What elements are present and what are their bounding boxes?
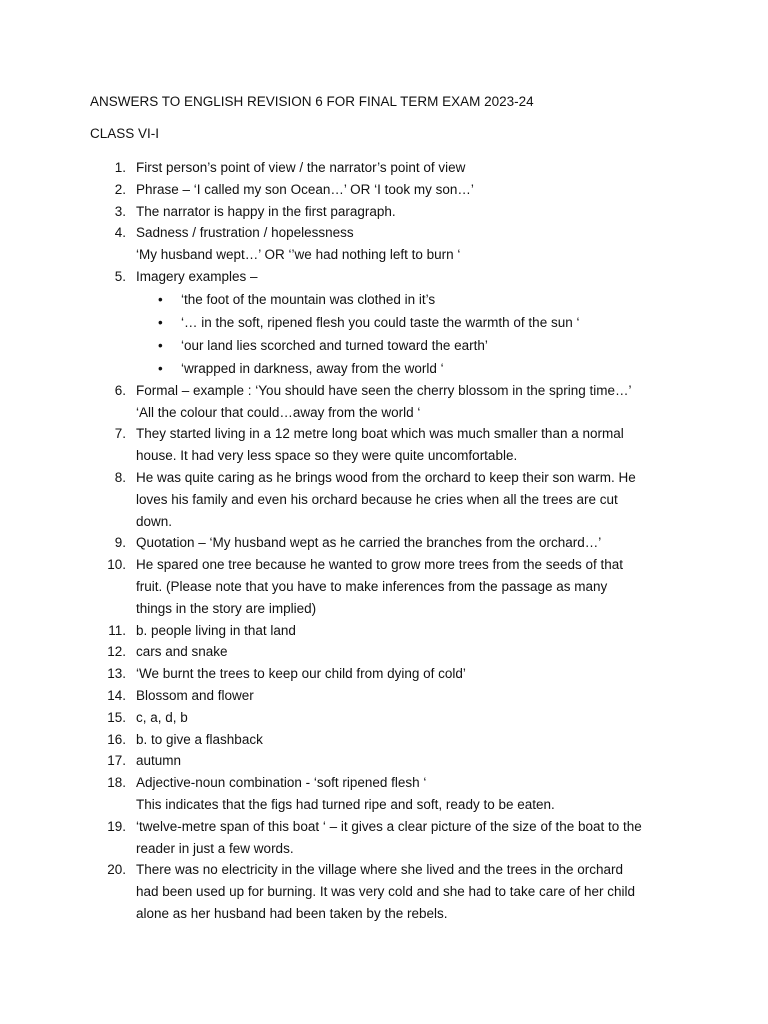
bullet-icon: • bbox=[158, 360, 163, 376]
answer-text: c, a, d, b bbox=[136, 709, 188, 725]
answer-text: reader in just a few words. bbox=[136, 840, 294, 856]
answer-text: They started living in a 12 metre long boat which was much smaller than a normal bbox=[136, 426, 624, 442]
answer-text: cars and snake bbox=[136, 644, 228, 660]
answer-item bbox=[0, 532, 700, 554]
answer-item bbox=[0, 423, 700, 467]
answer-number: 13. bbox=[107, 666, 126, 682]
imagery-bullet-item bbox=[136, 357, 700, 380]
answer-item bbox=[0, 380, 700, 424]
answer-item bbox=[0, 707, 700, 729]
answer-text: Adjective-noun combination - ‘soft ripened flesh ‘ bbox=[136, 775, 427, 791]
answer-item bbox=[0, 222, 700, 266]
answer-text: Formal – example : ‘You should have seen the cherry blossom in the spring time…’ bbox=[136, 382, 632, 398]
answer-text: ‘My husband wept…’ OR ‘’we had nothing left to burn ‘ bbox=[136, 247, 461, 263]
answer-number: 18. bbox=[107, 775, 126, 791]
bullet-text: ‘wrapped in darkness, away from the world ‘ bbox=[181, 360, 444, 376]
answer-text: Sadness / frustration / hopelessness bbox=[136, 225, 354, 241]
answer-number: 20. bbox=[107, 862, 126, 878]
answer-number: 3. bbox=[114, 203, 126, 219]
answer-number: 11. bbox=[108, 622, 126, 638]
answer-text: had been used up for burning. It was very cold and she had to take care of her child bbox=[136, 884, 636, 900]
answer-text: Quotation – ‘My husband wept as he carried the branches from the orchard…’ bbox=[136, 535, 602, 551]
answer-text: things in the story are implied) bbox=[136, 600, 317, 616]
answer-number: 8. bbox=[114, 469, 126, 485]
answer-item bbox=[0, 816, 700, 860]
bullet-text: ‘our land lies scorched and turned toward the earth’ bbox=[181, 337, 488, 353]
answer-number: 5. bbox=[114, 268, 126, 284]
imagery-bullet-item bbox=[136, 311, 700, 334]
answer-text: b. to give a flashback bbox=[136, 731, 263, 747]
document-title: ANSWERS TO ENGLISH REVISION 6 FOR FINAL TERM EXAM 2023-24 bbox=[90, 94, 534, 109]
answer-number: 15. bbox=[107, 709, 126, 725]
answer-text: He was quite caring as he brings wood from the orchard to keep their son warm. He bbox=[136, 469, 636, 485]
answer-item bbox=[0, 467, 700, 532]
imagery-bullet-list bbox=[136, 288, 700, 380]
answer-number: 4. bbox=[114, 225, 126, 241]
bullet-icon: • bbox=[158, 314, 163, 330]
bullet-icon: • bbox=[158, 291, 163, 307]
answer-number: 2. bbox=[114, 181, 126, 197]
answer-item bbox=[0, 201, 700, 223]
answer-text: autumn bbox=[136, 753, 182, 769]
answer-text: Blossom and flower bbox=[136, 687, 254, 703]
answer-item bbox=[0, 179, 700, 201]
class-label: CLASS VI-I bbox=[90, 126, 160, 141]
bullet-text: ‘… in the soft, ripened flesh you could taste the warmth of the sun ‘ bbox=[181, 314, 580, 330]
answer-item bbox=[0, 620, 700, 642]
answer-number: 7. bbox=[114, 426, 126, 442]
answer-item bbox=[0, 157, 700, 179]
answer-list bbox=[0, 157, 700, 925]
answer-item bbox=[0, 772, 700, 816]
answer-text: This indicates that the figs had turned ripe and soft, ready to be eaten. bbox=[136, 796, 555, 812]
bullet-text: ‘the foot of the mountain was clothed in it’s bbox=[181, 291, 436, 307]
answer-number: 1. bbox=[114, 160, 126, 175]
answer-text: ‘All the colour that could…away from the world ‘ bbox=[136, 404, 421, 420]
answer-item bbox=[0, 663, 700, 685]
answer-text: First person’s point of view / the narrator’s point of view bbox=[136, 160, 466, 175]
answer-text: alone as her husband had been taken by the rebels. bbox=[136, 905, 448, 921]
imagery-bullet-item bbox=[136, 288, 700, 311]
answer-item bbox=[0, 750, 700, 772]
bullet-icon: • bbox=[158, 337, 163, 353]
answer-text: loves his family and even his orchard because he cries when all the trees are cut bbox=[136, 491, 618, 507]
answer-text: fruit. (Please note that you have to make inferences from the passage as many bbox=[136, 578, 608, 594]
answer-item bbox=[0, 266, 700, 380]
answer-text: The narrator is happy in the first paragraph. bbox=[136, 203, 396, 219]
answer-number: 16. bbox=[107, 731, 126, 747]
answer-text: Phrase – ‘I called my son Ocean…’ OR ‘I took my son…’ bbox=[136, 181, 474, 197]
answer-number: 12. bbox=[107, 644, 126, 660]
answer-number: 10. bbox=[107, 557, 126, 573]
answer-text: ‘We burnt the trees to keep our child from dying of cold’ bbox=[136, 666, 466, 682]
answer-text: There was no electricity in the village where she lived and the trees in the orchard bbox=[136, 862, 624, 878]
answer-number: 19. bbox=[107, 818, 126, 834]
answer-number: 14. bbox=[107, 687, 126, 703]
answer-item bbox=[0, 554, 700, 619]
answer-item bbox=[0, 685, 700, 707]
answer-text: house. It had very less space so they were quite uncomfortable. bbox=[136, 448, 518, 464]
imagery-bullet-item bbox=[136, 334, 700, 357]
answer-text: ‘twelve-metre span of this boat ‘ – it gives a clear picture of the size of the boat to the bbox=[136, 818, 642, 834]
answer-number: 6. bbox=[114, 382, 126, 398]
answer-text: Imagery examples – bbox=[136, 268, 258, 284]
answer-text: He spared one tree because he wanted to grow more trees from the seeds of that bbox=[136, 557, 624, 573]
answer-item bbox=[0, 859, 700, 924]
answer-number: 9. bbox=[114, 535, 126, 551]
answer-number: 17. bbox=[107, 753, 126, 769]
answer-text: down. bbox=[136, 513, 173, 529]
answer-text: b. people living in that land bbox=[136, 622, 296, 638]
answer-item bbox=[0, 729, 700, 751]
answer-item bbox=[0, 641, 700, 663]
